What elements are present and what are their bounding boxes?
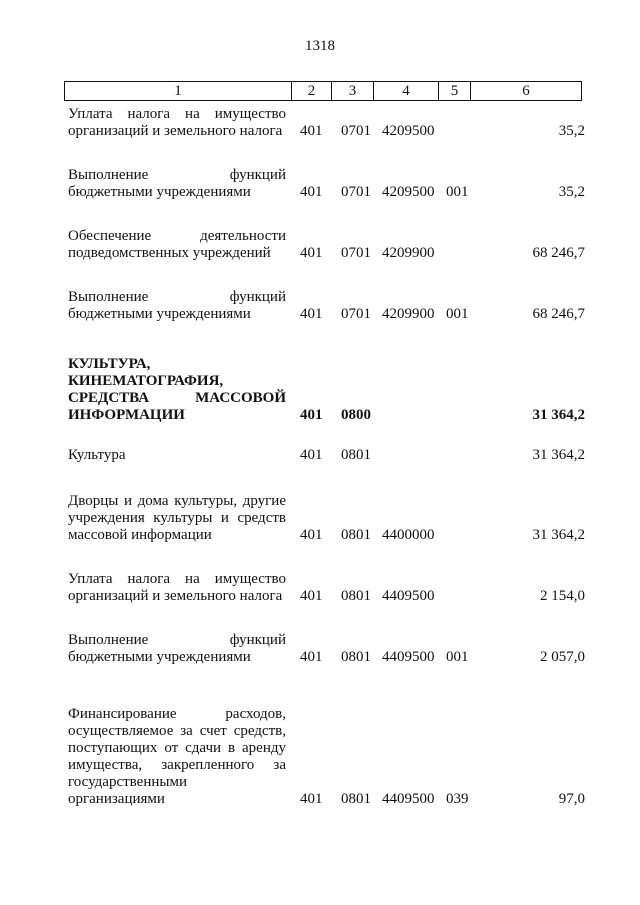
row-description-line: Обеспечение деятельности [68,228,286,244]
row-c6-value: 97,0 [558,791,585,807]
row-description-line: Уплата налога на имущество [68,571,286,587]
row-c3-value: 0801 [341,649,371,665]
page-number: 1318 [305,38,335,54]
row-c3-value: 0701 [341,245,371,261]
row-description-line: Культура [68,447,126,463]
column-header-6: 6 [471,82,582,101]
row-description-line: КИНЕМАТОГРАФИЯ, [68,373,224,389]
row-description-line: подведомственных учреждений [68,245,271,261]
row-c2-value: 401 [300,588,323,604]
column-header-3: 3 [332,82,374,101]
row-description-line: Выполнение функций [68,632,286,648]
row-description-line: организаций и земельного налога [68,588,283,604]
row-c2-value: 401 [300,447,323,463]
row-c4-value: 4409500 [382,791,435,807]
row-c6-value: 31 364,2 [532,527,585,543]
row-c3-value: 0701 [341,184,371,200]
row-c6-value: 68 246,7 [532,306,585,322]
column-header-2: 2 [292,82,332,101]
row-description-line: бюджетными учреждениями [68,306,251,322]
row-c3-value: 0701 [341,306,371,322]
row-c5-value: 001 [446,306,469,322]
row-c2-value: 401 [300,649,323,665]
row-description-line: Выполнение функций [68,289,286,305]
row-c6-value: 2 154,0 [540,588,585,604]
row-c6-value: 68 246,7 [532,245,585,261]
row-description-line: учреждения культуры и средств [68,510,286,526]
column-header-1: 1 [65,82,292,101]
row-description-line: государственными [68,774,187,790]
row-c2-value: 401 [300,184,323,200]
row-c4-value: 4209900 [382,245,435,261]
row-c2-value: 401 [300,306,323,322]
row-description-line: организациями [68,791,165,807]
row-description-line: Уплата налога на имущество [68,106,286,122]
row-c5-value: 001 [446,184,469,200]
row-description-line: организаций и земельного налога [68,123,283,139]
row-description-line: СРЕДСТВА МАССОВОЙ [68,390,286,406]
row-c4-value: 4209900 [382,306,435,322]
row-c6-value: 31 364,2 [532,407,585,423]
row-c2-value: 401 [300,245,323,261]
row-c4-value: 4409500 [382,588,435,604]
row-description-line: бюджетными учреждениями [68,184,251,200]
column-header-4: 4 [374,82,439,101]
row-c3-value: 0800 [341,407,371,423]
row-description-line: Дворцы и дома культуры, другие [68,493,286,509]
row-c2-value: 401 [300,527,323,543]
row-c3-value: 0801 [341,588,371,604]
row-description-line: КУЛЬТУРА, [68,356,151,372]
row-c2-value: 401 [300,407,323,423]
row-description-line: имущества, закрепленного за [68,757,286,773]
row-description-line: Выполнение функций [68,167,286,183]
row-c2-value: 401 [300,123,323,139]
row-description-line: Финансирование расходов, [68,706,286,722]
row-description [68,706,286,808]
row-description-line: осуществляемое за счет средств, [68,723,286,739]
row-description-line: поступающих от сдачи в аренду [68,740,286,756]
row-c4-value: 4209500 [382,184,435,200]
row-description-line: бюджетными учреждениями [68,649,251,665]
row-c4-value: 4400000 [382,527,435,543]
row-c6-value: 35,2 [558,123,585,139]
row-description-line: массовой информации [68,527,212,543]
row-c4-value: 4209500 [382,123,435,139]
row-c3-value: 0801 [341,791,371,807]
row-c6-value: 35,2 [558,184,585,200]
column-header-5: 5 [439,82,471,101]
row-c5-value: 039 [446,791,469,807]
row-c3-value: 0801 [341,447,371,463]
row-c6-value: 31 364,2 [532,447,585,463]
row-description-line: ИНФОРМАЦИИ [68,407,185,423]
row-c4-value: 4409500 [382,649,435,665]
row-c5-value: 001 [446,649,469,665]
row-c3-value: 0701 [341,123,371,139]
row-c6-value: 2 057,0 [540,649,585,665]
row-c2-value: 401 [300,791,323,807]
row-c3-value: 0801 [341,527,371,543]
